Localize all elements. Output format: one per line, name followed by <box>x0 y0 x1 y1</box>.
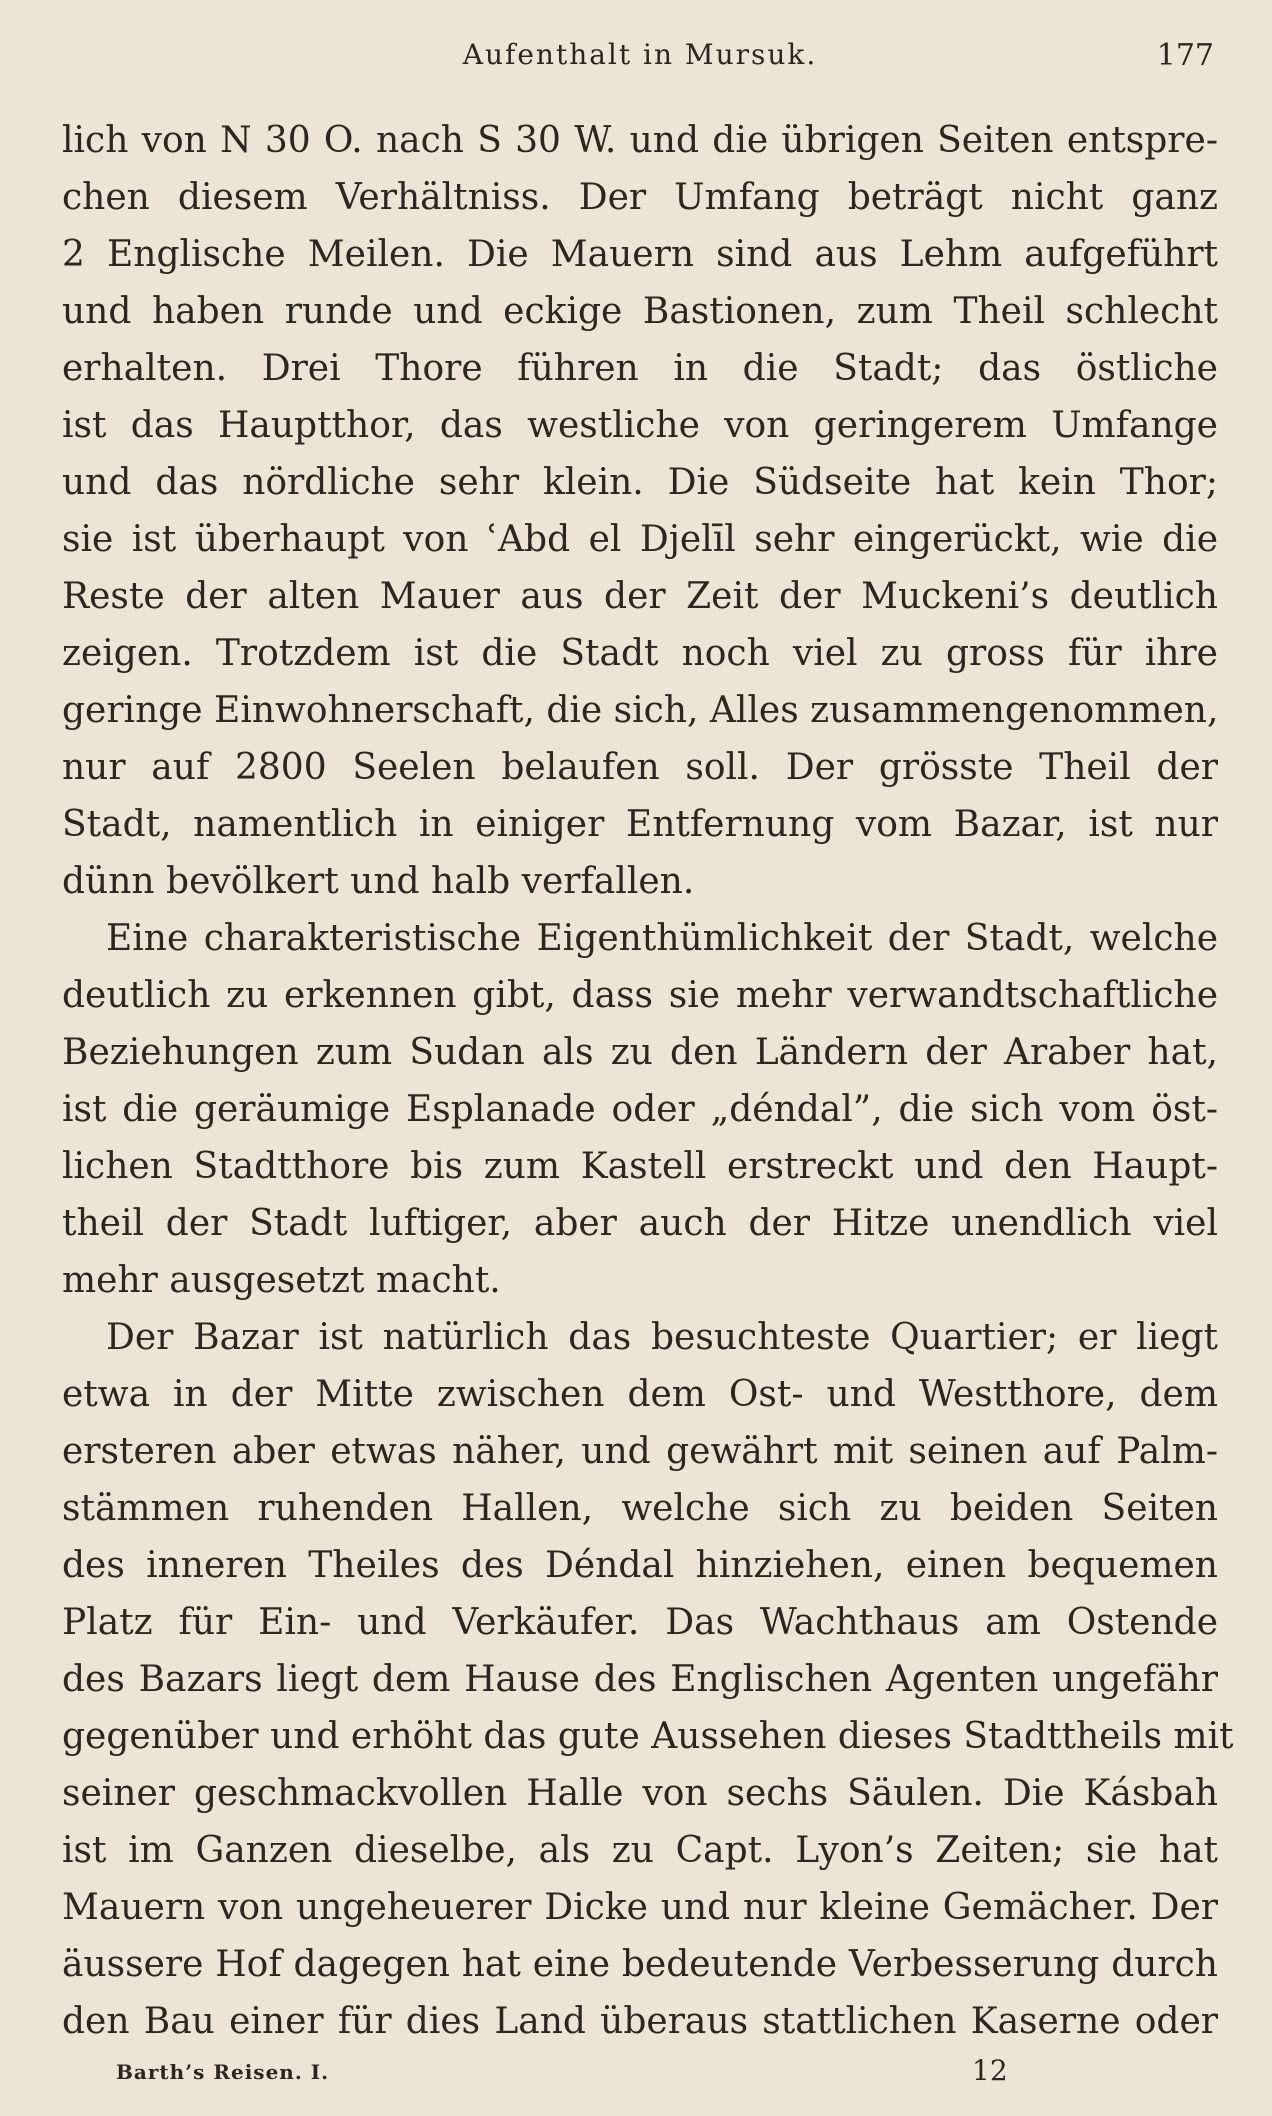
paragraph <box>62 1309 1234 2050</box>
text-line: seiner geschmackvollen Halle von sechs Säulen. Die Kásbah <box>62 1773 1218 1814</box>
text-line: stämmen ruhenden Hallen, welche sich zu beiden Seiten <box>62 1488 1218 1529</box>
text-line: und haben runde und eckige Bastionen, zum Theil schlecht <box>62 291 1218 332</box>
text-line: den Bau einer für dies Land überaus stattlichen Kaserne oder <box>62 2001 1218 2042</box>
text-line: geringe Einwohnerschaft, die sich, Alles zusammengenommen, <box>62 690 1219 731</box>
text-line: deutlich zu erkennen gibt, dass sie mehr verwandtschaftliche <box>62 975 1218 1016</box>
paragraph <box>62 112 1218 910</box>
text-line: lichen Stadtthore bis zum Kastell erstreckt und den Haupt- <box>62 1146 1218 1187</box>
text-line: Platz für Ein- und Verkäufer. Das Wachthaus am Ostende <box>62 1602 1218 1643</box>
text-line: sie ist überhaupt von ʿAbd el Djelīl sehr eingerückt, wie die <box>62 519 1218 560</box>
text-line: nur auf 2800 Seelen belaufen soll. Der grösste Theil der <box>62 747 1218 788</box>
text-line: Mauern von ungeheuerer Dicke und nur kleine Gemächer. Der <box>62 1887 1218 1928</box>
paragraph <box>62 910 1218 1309</box>
text-line: ist im Ganzen dieselbe, als zu Capt. Lyon’s Zeiten; sie hat <box>62 1830 1218 1871</box>
printer-signature: Barth’s Reisen. I. <box>116 2060 330 2084</box>
text-line: ersteren aber etwas näher, und gewährt mit seinen auf Palm- <box>62 1431 1218 1472</box>
running-title: Aufenthalt in Mursuk. <box>462 38 818 71</box>
text-line: äussere Hof dagegen hat eine bedeutende Verbesserung durch <box>62 1944 1218 1985</box>
page-number: 177 <box>1156 38 1214 73</box>
text-line: Beziehungen zum Sudan als zu den Ländern der Araber hat, <box>62 1032 1218 1073</box>
text-line: zeigen. Trotzdem ist die Stadt noch viel zu gross für ihre <box>62 633 1218 674</box>
text-line: gegenüber und erhöht das gute Aussehen dieses Stadttheils mit <box>62 1716 1234 1757</box>
text-line: lich von N 30 O. nach S 30 W. und die übrigen Seiten entspre- <box>62 120 1218 161</box>
text-line: chen diesem Verhältniss. Der Umfang beträgt nicht ganz <box>62 177 1218 218</box>
text-line: ist die geräumige Esplanade oder „déndal”, die sich vom öst- <box>62 1089 1218 1130</box>
running-head <box>62 38 1218 78</box>
text-line: Reste der alten Mauer aus der Zeit der Muckeni’s deutlich <box>62 576 1218 617</box>
text-line: dünn bevölkert und halb verfallen. <box>62 861 695 902</box>
text-line: des Bazars liegt dem Hause des Englischen Agenten ungefähr <box>62 1659 1218 1700</box>
text-line: und das nördliche sehr klein. Die Südseite hat kein Thor; <box>62 462 1218 503</box>
text-line: theil der Stadt luftiger, aber auch der Hitze unendlich viel <box>62 1203 1218 1244</box>
body-text <box>62 112 1234 2050</box>
text-line: etwa in der Mitte zwischen dem Ost- und Westthore, dem <box>62 1374 1218 1415</box>
text-line: des inneren Theiles des Déndal hinziehen, einen bequemen <box>62 1545 1218 1586</box>
text-line: ist das Hauptthor, das westliche von geringerem Umfange <box>62 405 1218 446</box>
text-line: Der Bazar ist natürlich das besuchteste Quartier; er liegt <box>106 1317 1218 1358</box>
text-line: Stadt, namentlich in einiger Entfernung vom Bazar, ist nur <box>62 804 1218 845</box>
page-footer <box>62 2054 1218 2094</box>
text-line: erhalten. Drei Thore führen in die Stadt; das östliche <box>62 348 1218 389</box>
text-line: 2 Englische Meilen. Die Mauern sind aus Lehm aufgeführt <box>62 234 1218 275</box>
text-line: Eine charakteristische Eigenthümlichkeit der Stadt, welche <box>106 918 1218 959</box>
sheet-number: 12 <box>972 2054 1008 2087</box>
text-line: mehr ausgesetzt macht. <box>62 1260 501 1301</box>
